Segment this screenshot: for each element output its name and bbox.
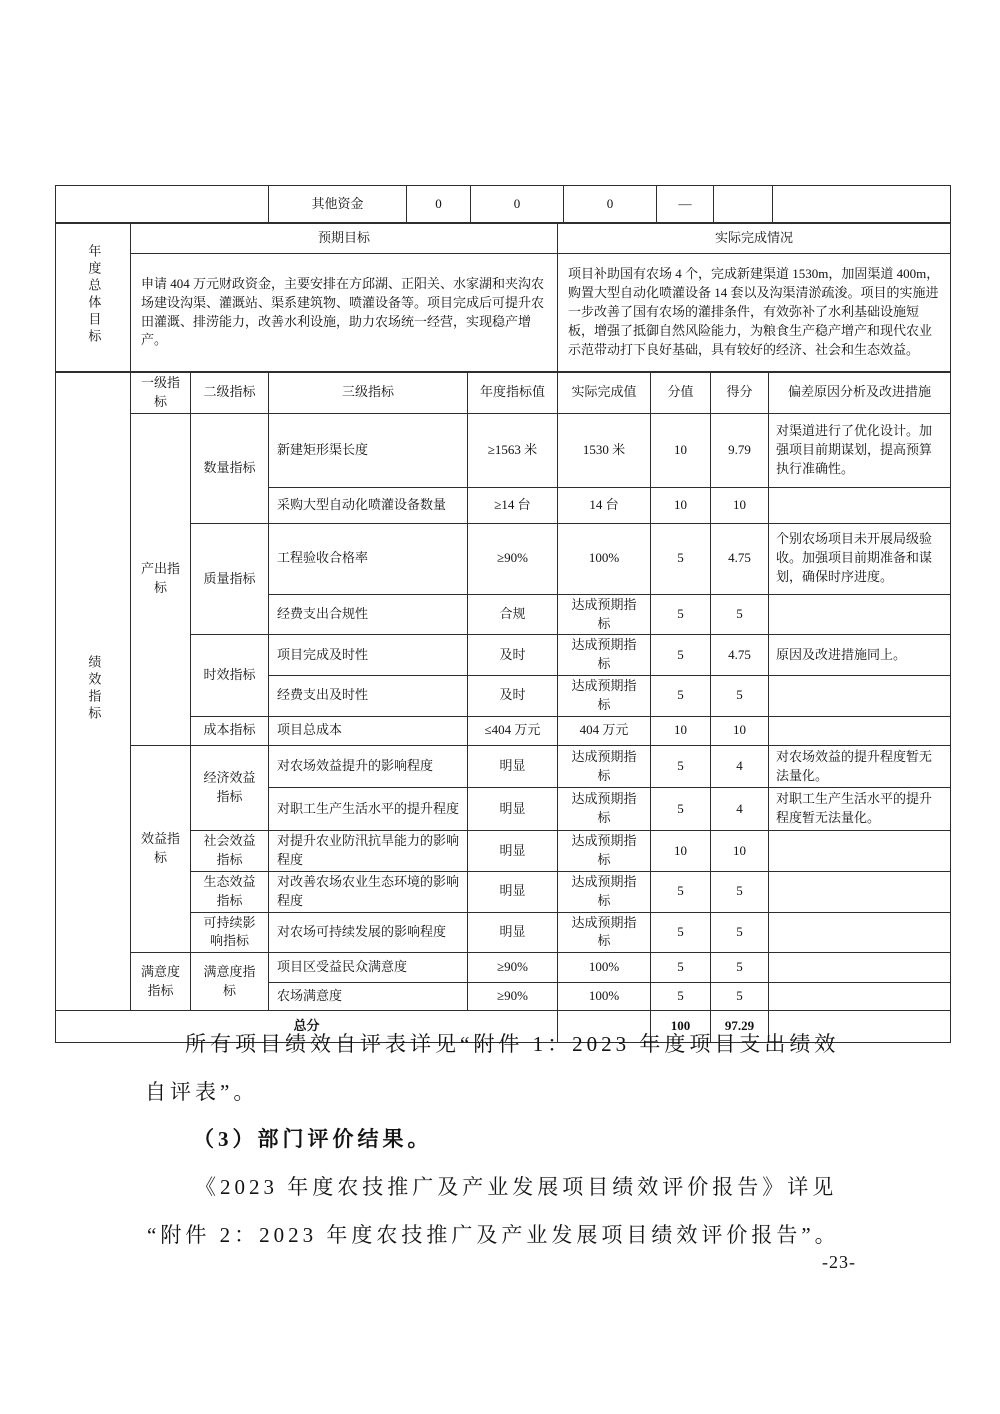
deviation-cell: [769, 983, 951, 1011]
score-cell: 5: [711, 912, 769, 953]
header-actual: 实际完成值: [558, 373, 651, 414]
funding-value-cell: [773, 186, 951, 223]
indicators-table: [55, 372, 951, 1043]
score-cell: 9.79: [711, 413, 769, 487]
funding-value-cell: [714, 186, 773, 223]
level3-cell: 项目区受益民众满意度: [269, 953, 468, 983]
actual-cell: 达成预期指标: [558, 635, 651, 676]
target-cell: ≤404 万元: [468, 716, 558, 745]
actual-cell: 达成预期指标: [558, 831, 651, 872]
deviation-cell: [769, 953, 951, 983]
max-score-cell: 5: [651, 953, 711, 983]
level2-cell: 经济效益指标: [191, 745, 269, 830]
paragraph-1-line-1: 所有项目绩效自评表详见“附件 1：2023 年度项目支出绩效: [185, 1032, 840, 1056]
level3-cell: 对职工生产生活水平的提升程度: [269, 788, 468, 831]
deviation-cell: [769, 676, 951, 717]
indicators-header-row: [56, 373, 951, 414]
max-score-cell: 5: [651, 871, 711, 912]
score-cell: 5: [711, 983, 769, 1011]
max-score-cell: 10: [651, 487, 711, 523]
total-label-cell: 总分: [56, 1011, 558, 1043]
table-row: [56, 523, 951, 594]
level2-cell: 生态效益指标: [191, 871, 269, 912]
score-cell: 10: [711, 487, 769, 523]
table-row: [56, 912, 951, 953]
level2-cell: 质量指标: [191, 523, 269, 635]
level3-cell: 对农场可持续发展的影响程度: [269, 912, 468, 953]
level2-cell: 可持续影响指标: [191, 912, 269, 953]
deviation-cell: 对农场效益的提升程度暂无法量化。: [769, 745, 951, 788]
actual-cell: 达成预期指标: [558, 871, 651, 912]
target-cell: 及时: [468, 635, 558, 676]
target-cell: ≥1563 米: [468, 413, 558, 487]
table-row: [56, 413, 951, 487]
indicators-side-label: 绩效指标: [56, 373, 131, 1011]
actual-cell: 达成预期指标: [558, 912, 651, 953]
max-score-cell: 5: [651, 523, 711, 594]
max-score-cell: 10: [651, 413, 711, 487]
level3-cell: 新建矩形渠长度: [269, 413, 468, 487]
target-cell: 明显: [468, 788, 558, 831]
target-cell: 明显: [468, 745, 558, 788]
target-cell: 及时: [468, 676, 558, 717]
score-cell: 5: [711, 676, 769, 717]
header-deviation: 偏差原因分析及改进措施: [769, 373, 951, 414]
target-cell: ≥90%: [468, 983, 558, 1011]
level3-cell: 对农场效益提升的影响程度: [269, 745, 468, 788]
table-row: [56, 635, 951, 676]
header-score: 得分: [711, 373, 769, 414]
max-score-cell: 5: [651, 635, 711, 676]
funding-row: [56, 186, 951, 223]
deviation-cell: 对渠道进行了优化设计。加强项目前期谋划，提高预算执行准确性。: [769, 413, 951, 487]
level1-cell: 产出指标: [131, 413, 191, 745]
header-level1: 一级指标: [131, 373, 191, 414]
score-cell: 4.75: [711, 523, 769, 594]
level3-cell: 对提升农业防汛抗旱能力的影响程度: [269, 831, 468, 872]
level1-cell: 效益指标: [131, 745, 191, 952]
max-score-cell: 10: [651, 716, 711, 745]
actual-cell: 达成预期指标: [558, 676, 651, 717]
max-score-cell: 10: [651, 831, 711, 872]
paragraph-1-line-2: 自评表”。: [145, 1080, 259, 1104]
page-number: -23-: [822, 1252, 856, 1272]
funding-value-cell: 0: [471, 186, 564, 223]
max-score-cell: 5: [651, 594, 711, 635]
target-cell: 明显: [468, 831, 558, 872]
score-cell: 10: [711, 716, 769, 745]
annual-goal-table: [55, 223, 951, 372]
funding-value-cell: 0: [564, 186, 657, 223]
funding-blank-cell: [56, 186, 269, 223]
annual-goal-side-label: 年度总体目标: [56, 224, 131, 372]
header-level2: 二级指标: [191, 373, 269, 414]
total-score-cell: 97.29: [711, 1011, 769, 1043]
deviation-cell: [769, 594, 951, 635]
table-row: [56, 953, 951, 983]
actual-cell: 达成预期指标: [558, 594, 651, 635]
actual-completion-text: 项目补助国有农场 4 个，完成新建渠道 1530m，加固渠道 400m，购置大型自动化喷灌设备 14 套以及沟渠清淤疏浚。项目的实施进一步改善了国有农场的灌排条件，有效弥补了水利基础设施短板，增强了抵御自然风险能力，为粮食生产稳产增产和现代农业示范带动打下良好基础，具有较好的经济、社会和生态效益。: [558, 254, 951, 372]
actual-completion-header: 实际完成情况: [558, 224, 951, 254]
expected-goal-header: 预期目标: [131, 224, 558, 254]
header-level3: 三级指标: [269, 373, 468, 414]
level3-cell: 工程验收合格率: [269, 523, 468, 594]
table-row: [56, 745, 951, 788]
deviation-cell: [769, 487, 951, 523]
level3-cell: 农场满意度: [269, 983, 468, 1011]
max-score-cell: 5: [651, 912, 711, 953]
deviation-cell: [769, 912, 951, 953]
deviation-cell: [769, 871, 951, 912]
paragraph-3-line-2: “附件 2：2023 年度农技推广及产业发展项目绩效评价报告”。: [147, 1223, 840, 1247]
actual-cell: 达成预期指标: [558, 745, 651, 788]
target-cell: ≥90%: [468, 523, 558, 594]
target-cell: 明显: [468, 871, 558, 912]
max-score-cell: 5: [651, 788, 711, 831]
level2-cell: 成本指标: [191, 716, 269, 745]
section-heading: （3）部门评价结果。: [193, 1127, 433, 1151]
score-cell: 10: [711, 831, 769, 872]
funding-table: [55, 185, 951, 223]
score-cell: 4.75: [711, 635, 769, 676]
header-max-score: 分值: [651, 373, 711, 414]
level2-cell: 社会效益指标: [191, 831, 269, 872]
deviation-cell: [769, 831, 951, 872]
score-cell: 4: [711, 745, 769, 788]
deviation-cell: 对职工生产生活水平的提升程度暂无法量化。: [769, 788, 951, 831]
level3-cell: 项目完成及时性: [269, 635, 468, 676]
score-cell: 5: [711, 953, 769, 983]
level2-cell: 时效指标: [191, 635, 269, 716]
evaluation-table: [55, 185, 950, 1043]
funding-value-cell: —: [657, 186, 714, 223]
deviation-cell: [769, 716, 951, 745]
table-row: [56, 831, 951, 872]
max-score-cell: 5: [651, 745, 711, 788]
expected-goal-text: 申请 404 万元财政资金，主要安排在方邱湖、正阳关、水家湖和夹沟农场建设沟渠、灌溉站、渠系建筑物、喷灌设备等。项目完成后可提升农田灌溉、排涝能力，改善水利设施，助力农场统一经营，实现稳产增产。: [131, 254, 558, 372]
level3-cell: 经费支出及时性: [269, 676, 468, 717]
deviation-cell: 原因及改进措施同上。: [769, 635, 951, 676]
level3-cell: 项目总成本: [269, 716, 468, 745]
level2-cell: 满意度指标: [191, 953, 269, 1011]
target-cell: ≥14 台: [468, 487, 558, 523]
table-row: [56, 871, 951, 912]
score-cell: 5: [711, 594, 769, 635]
actual-cell: 100%: [558, 983, 651, 1011]
deviation-cell: 个别农场项目未开展局级验收。加强项目前期准备和谋划，确保时序进度。: [769, 523, 951, 594]
score-cell: 5: [711, 871, 769, 912]
funding-value-cell: 0: [407, 186, 471, 223]
table-row: [56, 716, 951, 745]
max-score-cell: 5: [651, 676, 711, 717]
level2-cell: 数量指标: [191, 413, 269, 523]
header-target: 年度指标值: [468, 373, 558, 414]
actual-cell: 14 台: [558, 487, 651, 523]
paragraph-3-line-1: 《2023 年度农技推广及产业发展项目绩效评价报告》详见: [195, 1175, 838, 1199]
level3-cell: 对改善农场农业生态环境的影响程度: [269, 871, 468, 912]
score-cell: 4: [711, 788, 769, 831]
level3-cell: 采购大型自动化喷灌设备数量: [269, 487, 468, 523]
actual-cell: 100%: [558, 523, 651, 594]
actual-cell: 100%: [558, 953, 651, 983]
level3-cell: 经费支出合规性: [269, 594, 468, 635]
actual-cell: 1530 米: [558, 413, 651, 487]
actual-cell: 达成预期指标: [558, 788, 651, 831]
max-score-cell: 5: [651, 983, 711, 1011]
target-cell: 明显: [468, 912, 558, 953]
level1-cell: 满意度指标: [131, 953, 191, 1011]
total-max-score-cell: 100: [651, 1011, 711, 1043]
target-cell: 合规: [468, 594, 558, 635]
target-cell: ≥90%: [468, 953, 558, 983]
actual-cell: 404 万元: [558, 716, 651, 745]
funding-label-cell: 其他资金: [269, 186, 407, 223]
